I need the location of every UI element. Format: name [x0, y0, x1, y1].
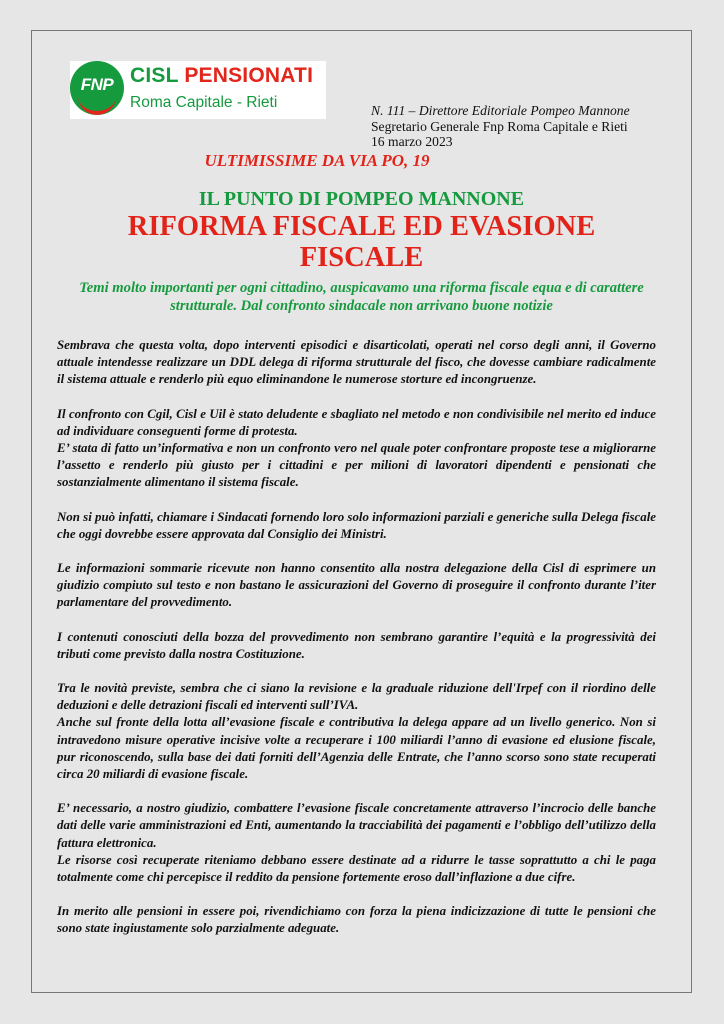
issue-date: 16 marzo 2023 [371, 134, 453, 149]
article-title [32, 211, 691, 273]
paragraph: E’ stata di fatto un’informativa e non un confronto vero nel quale poter confrontare proposte tese a migliorarne l’assetto e renderlo più giusto per i cittadini e per milioni di lavoratori dipendenti e pensionati che sostanzialmente alimentano il sistema fiscale. [57, 441, 656, 490]
paragraph: Il confronto con Cgil, Cisl e Uil è stato deludente e sbagliato nel metodo e non condivisibile nel merito ed induce ad individuare conseguenti forme di protesta. [57, 406, 656, 438]
logo-brand-cisl: CISL [130, 64, 179, 87]
article-title-line-2: FISCALE [299, 242, 424, 273]
issue-meta [371, 103, 630, 150]
paragraph: Sembrava che questa volta, dopo interventi episodici e disarticolati, operati nel corso degli anni, il Governo attuale intendesse realizzare un DDL delega di riforma strutturale del fisco, che dovesse cambiare radicalmente il sistema attuale e renderlo più equo eliminandone le numerose storture ed incongruenze. [57, 338, 656, 387]
logo-brand-pensionati: PENSIONATI [184, 64, 314, 87]
issue-number-editor: N. 111 – Direttore Editoriale Pompeo Mannone [371, 103, 630, 118]
paragraph: Non si può infatti, chiamare i Sindacati fornendo loro solo informazioni parziali e generiche sulla Delega fiscale che oggi dovrebbe essere approvata dal Consiglio dei Ministri. [57, 509, 656, 541]
logo-brand [130, 64, 313, 88]
paragraph: In merito alle pensioni in essere poi, rivendichiamo con forza la piena indicizzazione di tutte le pensioni che sono state ingiustamente solo parzialmente adeguate. [57, 904, 656, 936]
fnp-logo-text: FNP [80, 75, 114, 94]
paragraph: Anche sul fronte della lotta all’evasione fiscale e contributiva la delega appare ad un livello generico. Non si intravedono misure operative incisive volte a recuperare i 100 miliardi l’anno di evasione ed elusione fiscale, pur riconoscendo, sulla base dei dati forniti dell’Agenzia delle Entrate, che l’anno scorso sono state recuperati circa 20 miliardi di evasione fiscale. [57, 715, 656, 782]
secretary-line: Segretario Generale Fnp Roma Capitale e Rieti [371, 118, 628, 134]
article-lead: Temi molto importanti per ogni cittadino, auspicavamo una riforma fiscale equa e di carattere strutturale. Dal confronto sindacale non arrivano buone notizie [79, 280, 644, 314]
logo-subtitle: Roma Capitale - Rieti [130, 94, 278, 111]
logo-arc-shape [78, 95, 116, 115]
paragraph: I contenuti conosciuti della bozza del provvedimento non sembrano garantire l’equità e la progressività dei tributi come previsto dalla nostra Costituzione. [57, 629, 656, 661]
kicker-heading: ULTIMISSIME DA VIA PO, 19 [204, 151, 430, 170]
paragraph: Tra le novità previste, sembra che ci siano la revisione e la graduale riduzione dell'Irpef con il riordino delle deduzioni e delle detrazioni fiscali ed interventi sull’IVA. [57, 681, 656, 713]
fnp-logo-icon [70, 61, 124, 115]
document-page [31, 30, 692, 993]
paragraph: E’ necessario, a nostro giudizio, combattere l’evasione fiscale concretamente attraverso l’incrocio delle banche dati delle varie amministrazioni ed Enti, aumentando la tracciabilità dei pagamenti e l’obbligo dell’utilizzo della fattura elettronica. [57, 801, 656, 850]
article-title-line-1: RIFORMA FISCALE ED EVASIONE [127, 211, 596, 242]
article-body [57, 337, 656, 938]
column-subtitle: IL PUNTO DI POMPEO MANNONE [198, 188, 525, 210]
paragraph: Le informazioni sommarie ricevute non hanno consentito alla nostra delegazione della Cisl di esprimere un giudizio compiuto sul testo e non bastano le assicurazioni del Governo di proseguire il confronto durante l’iter parlamentare del provvedimento. [57, 561, 656, 610]
paragraph: Le risorse così recuperate riteniamo debbano essere destinate ad a ridurre le tasse soprattutto a chi le paga totalmente come chi percepisce il reddito da pensione fortemente eroso dall’inflazione a due cifre. [57, 852, 656, 885]
cisl-pensionati-logo [70, 61, 326, 119]
